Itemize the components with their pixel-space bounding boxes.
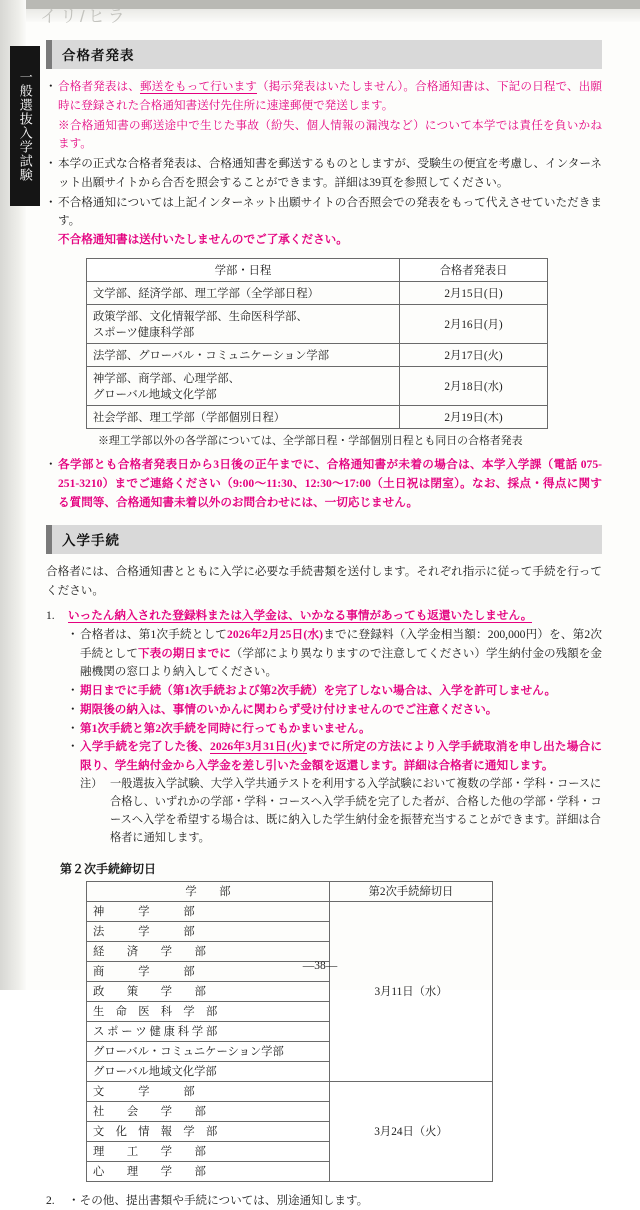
table-row <box>87 901 493 921</box>
second-procedure-deadline-title: 第２次手続締切日 <box>60 861 157 876</box>
table-cell-date: 2月19日(木) <box>400 406 548 429</box>
table-cell-faculty: 心 理 学 部 <box>87 1161 330 1181</box>
text-run: 不合格通知書は送付いたしませんのでご了承ください。 <box>58 233 348 247</box>
item1-lead <box>68 609 532 623</box>
section-heading-enrollment: 入学手続 <box>46 525 602 554</box>
table-cell-faculty: 生 命 医 科 学 部 <box>87 1001 330 1021</box>
item1-sub-list <box>68 626 602 776</box>
table-header-cell: 学 部 <box>87 881 330 901</box>
table-cell-date: 2月15日(日) <box>400 282 548 305</box>
table-cell-deadline: 3月24日（火） <box>330 1081 493 1181</box>
page-header-ghost: イリ/ヒラ <box>40 7 128 26</box>
list-item: ・ 各学部とも合格者発表日から3日後の正午までに、合格通知書が未着の場合は、本学入学課（電話 075-251-3210）までご連絡ください（9:00～11:30、12:30～17:00（土日祝は閉室）。なお、採点・得点に関する質問等、合格通知書未着以外のお問合わせには、一切応じません。 <box>46 456 602 512</box>
list-item <box>68 738 602 776</box>
list-item <box>68 682 602 701</box>
table-cell-date: 2月17日(火) <box>400 344 548 367</box>
text-run: 下表の期日までに <box>138 646 231 660</box>
side-tab-label: 一般選抜入学試験 <box>10 46 40 206</box>
list-item-2 <box>46 1192 602 1210</box>
results-table-note: ※理工学部以外の各学部については、全学部日程・学部個別日程とも同日の合格者発表 <box>98 435 523 448</box>
list-item <box>46 117 602 155</box>
table-header-cell: 第2次手続締切日 <box>330 881 493 901</box>
second-procedure-deadline-table <box>86 881 493 1182</box>
list-item-1 <box>46 607 602 848</box>
text-run: いったん納入された登録料または入学金は、いかなる事情があっても返還いたしません。 <box>68 608 533 622</box>
table-cell-faculty: 社会学部、理工学部（学部個別日程） <box>87 406 400 429</box>
table-cell-faculty: 文 学 部 <box>87 1081 330 1101</box>
text-run: 2026年2月25日(水) <box>227 627 324 641</box>
text-run: 第1次手続と第2次手続を同時に行ってもかまいません。 <box>80 721 371 735</box>
list-item <box>46 78 602 116</box>
section-heading-results: 合格者発表 <box>46 40 602 69</box>
table-row <box>87 282 548 305</box>
table-cell-faculty: 商 学 部 <box>87 961 330 981</box>
table-cell-faculty: 神学部、商学部、心理学部、 グローバル地域文化学部 <box>87 367 400 406</box>
page-number: —38— <box>302 960 338 972</box>
text-run: までに所定の方法により入学手続取消を申し出た場合に限り、学生納付金から入学金を差し引いた金額を返還します。詳細は合格者に通知します。 <box>80 740 602 773</box>
table-cell-faculty: ス ポ ー ツ 健 康 科 学 部 <box>87 1021 330 1041</box>
list-item <box>46 194 602 250</box>
enrollment-numbered-list <box>46 607 602 848</box>
table-cell-faculty: 文学部、経済学部、理工学部（全学部日程） <box>87 282 400 305</box>
list-item <box>46 155 602 193</box>
table-cell-faculty: 政策学部、文化情報学部、生命医科学部、 スポーツ健康科学部 <box>87 305 400 344</box>
list-item <box>68 626 602 682</box>
table-row <box>87 305 548 344</box>
text-run: 本学の正式な合格者発表は、合格通知書を郵送するものとしますが、受験生の便宜を考慮し、インターネット出願サイトから合否を照会することができます。詳細は39頁を参照してください。 <box>58 157 602 189</box>
note-tag: 注） <box>80 777 103 790</box>
table-row <box>87 367 548 406</box>
text-run: 郵送をもって行います <box>139 80 257 93</box>
table-cell-faculty: 神 学 部 <box>87 901 330 921</box>
text-run: 期限後の納入は、事情のいかんに関わらず受け付けませんのでご注意ください。 <box>80 702 498 716</box>
item1-note <box>80 776 602 848</box>
results-bullet-list <box>46 78 602 250</box>
table-row <box>87 1081 493 1101</box>
table-header-cell: 合格者発表日 <box>400 259 548 282</box>
table-row <box>87 344 548 367</box>
text-run: 合格者は、第1次手続として <box>80 627 228 641</box>
text-run: 期日までに手続（第1次手続および第2次手続）を完了しない場合は、入学を許可しません。 <box>80 684 557 698</box>
table-cell-faculty: 文 化 情 報 学 部 <box>87 1121 330 1141</box>
list-number-2: 2. <box>46 1193 55 1207</box>
document-content <box>46 40 602 1210</box>
list-item <box>68 701 602 720</box>
list-item <box>68 720 602 739</box>
table-cell-faculty: 理 工 学 部 <box>87 1141 330 1161</box>
list-number-1: 1. <box>46 608 55 622</box>
table-cell-faculty: 法学部、グローバル・コミュニケーション学部 <box>87 344 400 367</box>
text-run: 合格者発表は、 <box>58 80 140 93</box>
text-run: （学部により異なりますので注意してください）学生納付金の残額を金融機関の窓口より納入してください。 <box>80 646 602 679</box>
table-cell-faculty: グローバル・コミュニケーション学部 <box>87 1041 330 1061</box>
table-cell-faculty: グローバル地域文化学部 <box>87 1061 330 1081</box>
table-cell-faculty: 経 済 学 部 <box>87 941 330 961</box>
text-run: （掲示発表はいたしません）。合格通知書は、下記の日程で、出願時に登録された合格通知書送付先住所に速達郵便で発送します。 <box>58 80 602 112</box>
results-contact-bullet <box>46 456 602 512</box>
table-header-cell: 学部・日程 <box>87 259 400 282</box>
table-cell-faculty: 法 学 部 <box>87 921 330 941</box>
table-cell-date: 2月18日(水) <box>400 367 548 406</box>
results-announcement-table <box>86 258 548 429</box>
table-cell-date: 2月16日(月) <box>400 305 548 344</box>
table-cell-deadline: 3月11日（水） <box>330 901 493 1081</box>
text-run: 入学手続を完了した後、 <box>80 740 211 754</box>
text-run: までに登録料（入学金相当額：200,000円）を、第2次手続として <box>80 627 602 660</box>
note-text: 一般選抜入学試験、大学入学共通テストを利用する入学試験において複数の学部・学科・コースに合格し、いずれかの学部・学科・コースへ入学手続を完了した者が、合格した他の学部・学科・コースへ入学を希望する場合は、既に納入した学生納付金を振替充当することができます。詳細は合格者に通知します。 <box>110 777 602 844</box>
table-row <box>87 406 548 429</box>
text-run: ※合格通知書の郵送途中で生じた事故（紛失、個人情報の漏洩など）について本学では責任を負いかねます。 <box>58 118 602 151</box>
item2-text: ・その他、提出書類や手続については、別途通知します。 <box>68 1193 369 1207</box>
table-cell-faculty: 政 策 学 部 <box>87 981 330 1001</box>
text-run: 2026年3月31日(火) <box>210 740 307 754</box>
enrollment-lead-text: 合格者には、合格通知書とともに入学に必要な手続書類を送付します。それぞれ指示に従って手続を行ってください。 <box>46 565 602 598</box>
table-cell-faculty: 社 会 学 部 <box>87 1101 330 1121</box>
text-run: 不合格通知については上記インターネット出願サイトの合否照会での発表をもって代えさせていただきます。 <box>58 195 602 228</box>
